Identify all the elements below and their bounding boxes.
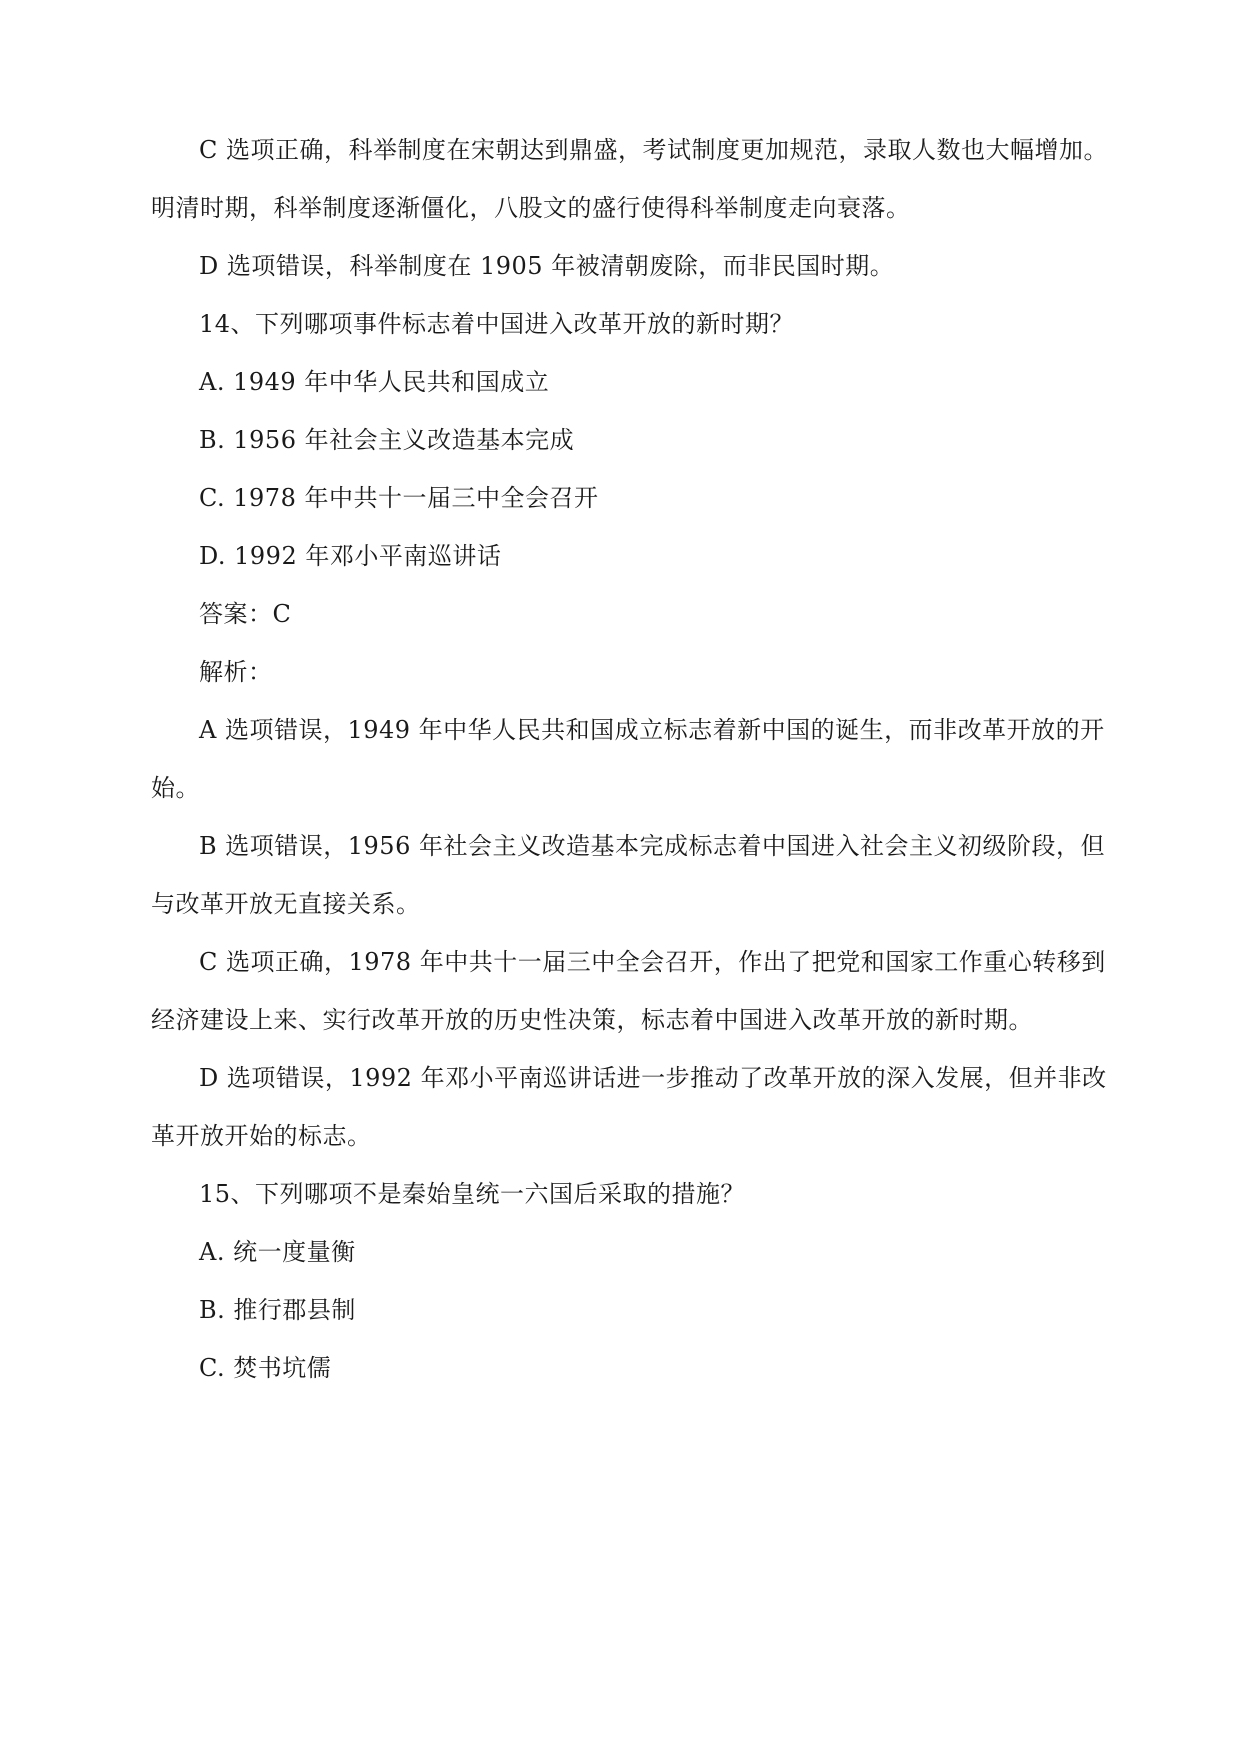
q14-analysis-c-line-2: 经济建设上来、实行改革开放的历史性决策，标志着中国进入改革开放的新时期。 (151, 1006, 1033, 1034)
q14-analysis-a-line-1: A 选项错误，1949 年中华人民共和国成立标志着新中国的诞生，而非改革开放的开 (199, 716, 1105, 744)
q15-stem: 15、下列哪项不是秦始皇统一六国后采取的措施？ (199, 1180, 746, 1208)
q13-analysis-c-line-1: C 选项正确，科举制度在宋朝达到鼎盛，考试制度更加规范，录取人数也大幅增加。 (199, 136, 1108, 164)
q14-option-a: A. 1949 年中华人民共和国成立 (199, 368, 550, 396)
q14-option-b: B. 1956 年社会主义改造基本完成 (199, 426, 575, 454)
q14-option-d: D. 1992 年邓小平南巡讲话 (199, 542, 502, 570)
q14-answer: 答案：C (199, 600, 292, 628)
q15-option-b: B. 推行郡县制 (199, 1296, 356, 1324)
q14-analysis-label: 解析： (199, 658, 273, 686)
q15-option-c: C. 焚书坑儒 (199, 1354, 332, 1382)
q14-analysis-a-line-2: 始。 (151, 774, 200, 802)
q14-option-c: C. 1978 年中共十一届三中全会召开 (199, 484, 599, 512)
q14-analysis-c-line-1: C 选项正确，1978 年中共十一届三中全会召开，作出了把党和国家工作重心转移到 (199, 948, 1106, 976)
q13-analysis-c-line-2: 明清时期，科举制度逐渐僵化，八股文的盛行使得科举制度走向衰落。 (151, 194, 911, 222)
q14-analysis-d-line-2: 革开放开始的标志。 (151, 1122, 372, 1150)
q13-analysis-d-line-1: D 选项错误，科举制度在 1905 年被清朝废除，而非民国时期。 (199, 252, 895, 280)
q14-analysis-b-line-1: B 选项错误，1956 年社会主义改造基本完成标志着中国进入社会主义初级阶段，但 (199, 832, 1105, 860)
q14-analysis-b-line-2: 与改革开放无直接关系。 (151, 890, 421, 918)
q14-stem: 14、下列哪项事件标志着中国进入改革开放的新时期？ (199, 310, 795, 338)
q15-option-a: A. 统一度量衡 (199, 1238, 356, 1266)
q14-analysis-d-line-1: D 选项错误，1992 年邓小平南巡讲话进一步推动了改革开放的深入发展，但并非改 (199, 1064, 1107, 1092)
